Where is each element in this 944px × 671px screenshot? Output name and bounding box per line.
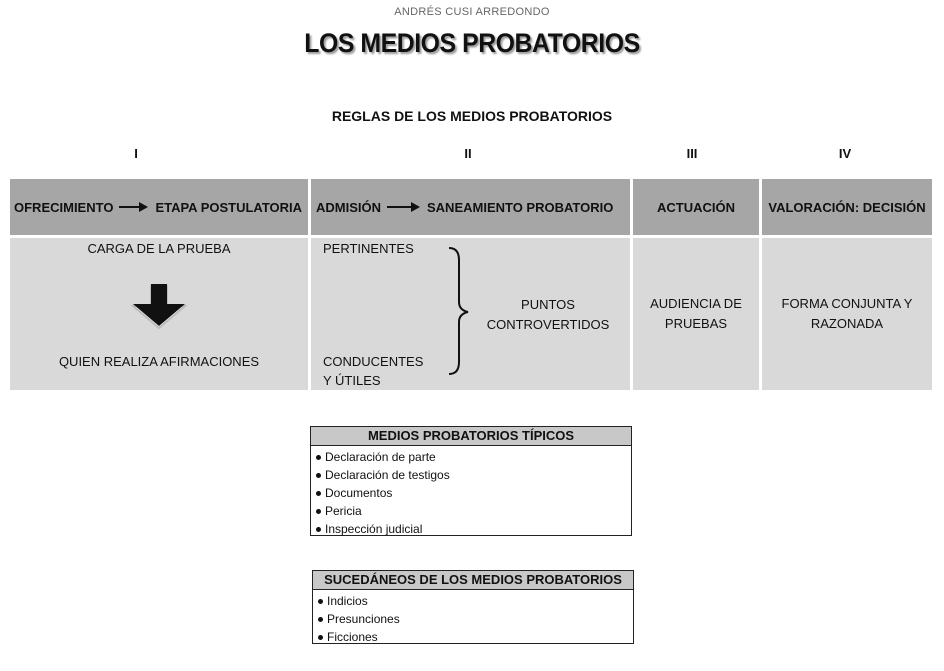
list-item: Inspección judicial [325,520,631,538]
diagram-subtitle: REGLAS DE LOS MEDIOS PROBATORIOS [331,108,613,124]
roman-numeral-2: II [464,146,472,161]
roman-numeral-4: IV [838,146,852,161]
header-left-label: OFRECIMIENTO [14,199,114,215]
header-label: ACTUACIÓN [657,199,735,215]
author-name: ANDRÉS CUSI ARREDONDO [394,6,550,18]
page-title: LOS MEDIOS PROBATORIOS [304,28,640,58]
header-right-label: ETAPA POSTULATORIA [155,199,303,215]
list-item: Declaración de testigos [325,466,631,484]
quien-afirma-text: QUIEN REALIZA AFIRMACIONES [58,354,260,369]
header-right-label: SANEAMIENTO PROBATORIO [427,199,614,215]
list-item: Presunciones [327,610,633,628]
header-left-label: ADMISIÓN [316,199,381,215]
cell-valoracion [762,238,932,390]
audiencia-text: AUDIENCIA DE [650,296,742,311]
carga-prueba-text: CARGA DE LA PRUEBA [87,241,231,256]
roman-numeral-1: I [134,146,138,161]
sucedaneos-title: SUCEDÁNEOS DE LOS MEDIOS PROBATORIOS [313,571,633,590]
header-actuacion [633,179,759,235]
arrow-right-icon [387,201,421,213]
roman-numeral-3: III [686,146,698,161]
utiles-text: Y ÚTILES [323,373,381,388]
header-ofrecimiento [10,179,308,235]
tipicos-list [311,446,631,538]
pruebas-text: PRUEBAS [664,316,728,331]
header-admision [311,179,630,235]
cell-actuacion [633,238,759,390]
list-item: Indicios [327,592,633,610]
tipicos-box [310,426,632,536]
down-arrow-icon [130,284,188,330]
tipicos-title: MEDIOS PROBATORIOS TÍPICOS [311,427,631,446]
list-item: Pericia [325,502,631,520]
header-label: VALORACIÓN: DECISIÓN [768,199,926,215]
sucedaneos-list [313,590,633,646]
sucedaneos-box [312,570,634,644]
pertinentes-text: PERTINENTES [323,241,414,256]
brace-icon [447,246,471,376]
puntos-text: PUNTOS [521,297,575,312]
arrow-right-icon [119,201,149,213]
list-item: Ficciones [327,628,633,646]
cell-admision [311,238,630,390]
cell-ofrecimiento [10,238,308,390]
controvertidos-text: CONTROVERTIDOS [486,317,610,332]
list-item: Declaración de parte [325,448,631,466]
header-valoracion [762,179,932,235]
razonada-text: RAZONADA [810,316,884,331]
forma-conjunta-text: FORMA CONJUNTA Y [781,296,913,311]
conducentes-text: CONDUCENTES [323,354,424,369]
list-item: Documentos [325,484,631,502]
